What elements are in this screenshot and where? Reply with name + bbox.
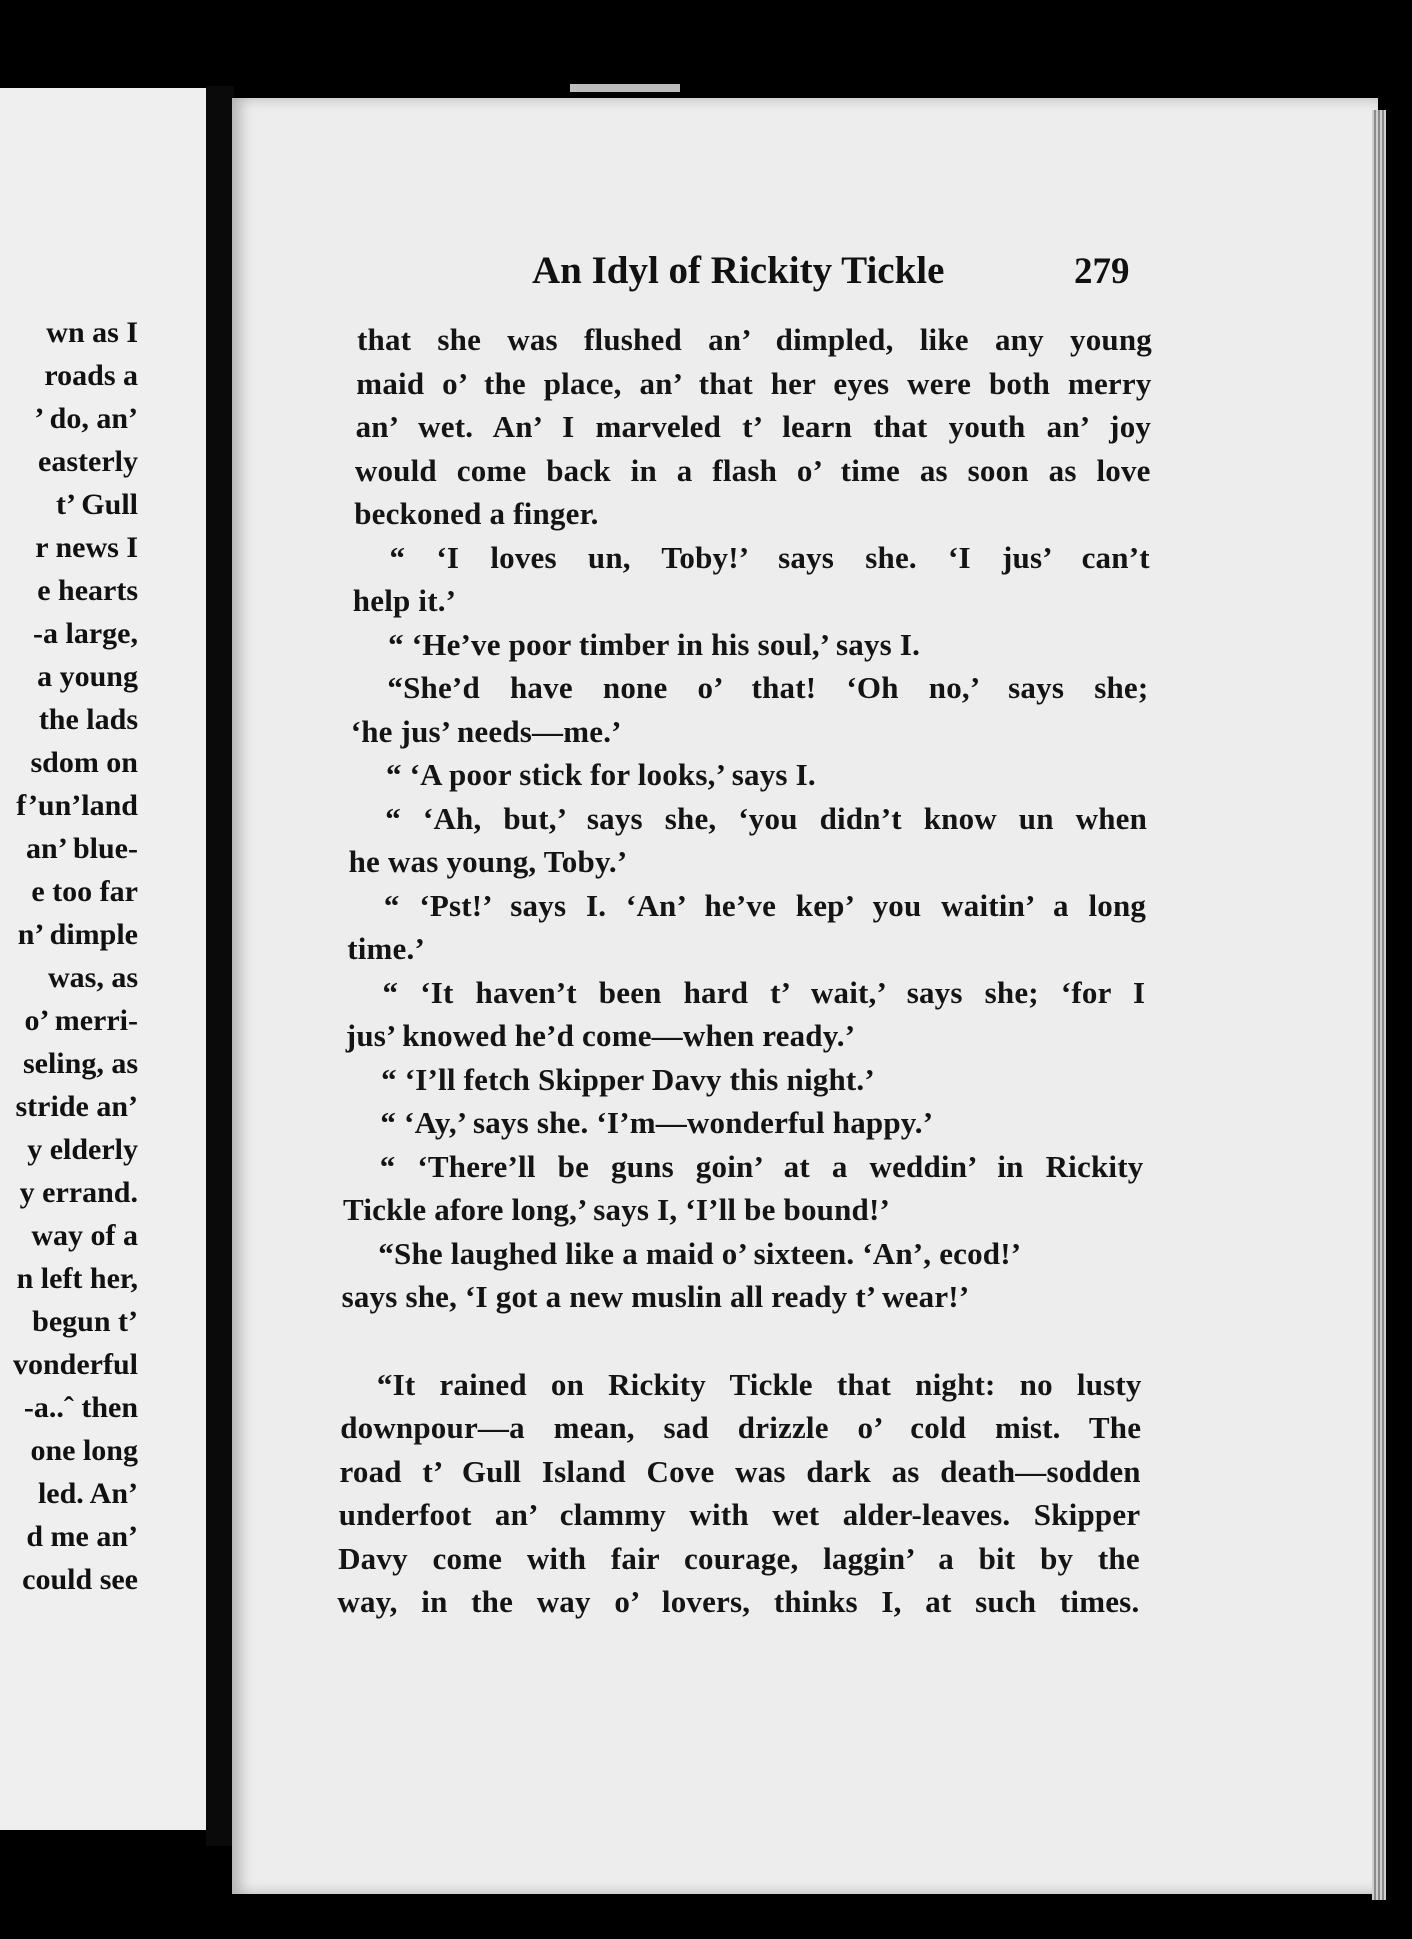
page-edge bbox=[1372, 110, 1386, 1900]
text-line: road t’ Gull Island Cove was dark as death—sodden bbox=[339, 1453, 1141, 1489]
left-page-line: t’ Gull bbox=[56, 488, 138, 521]
left-page-line: the lads bbox=[38, 703, 138, 736]
left-page-line: roads a bbox=[44, 359, 138, 392]
left-page-line: n’ dimple bbox=[17, 918, 138, 951]
text-line: “ ‘There’ll be guns goin’ at a weddin’ in Rickity bbox=[379, 1148, 1144, 1184]
left-page-line: -a..ˆ then bbox=[23, 1391, 138, 1424]
text-line: “ ‘A poor stick for looks,’ says I. bbox=[386, 757, 816, 792]
text-line: “ ‘He’ve poor timber in his soul,’ says I. bbox=[388, 626, 921, 662]
text-line: “She’d have none o’ that! ‘Oh no,’ says she; bbox=[387, 670, 1149, 705]
text-line: jus’ knowed he’d come—when ready.’ bbox=[345, 1018, 856, 1053]
text-line: Tickle afore long,’ says I, ‘I’ll be bound!’ bbox=[343, 1192, 891, 1227]
text-line: beckoned a finger. bbox=[354, 496, 599, 531]
left-page-line: f’un’land bbox=[16, 789, 138, 822]
text-line: time.’ bbox=[347, 931, 425, 966]
text-line: ‘he jus’ needs—me.’ bbox=[350, 713, 622, 749]
left-page-line: one long bbox=[30, 1434, 138, 1467]
left-page-line: stride an’ bbox=[15, 1090, 138, 1123]
text-line: underfoot an’ clammy with wet alder-leaves. Skipper bbox=[338, 1497, 1141, 1532]
text-line: he was young, Toby.’ bbox=[348, 844, 628, 879]
text-line: “She laughed like a maid o’ sixteen. ‘An’, ecod!’ bbox=[378, 1235, 1022, 1271]
text-line: “ ‘Ah, but,’ says she, ‘you didn’t know un when bbox=[385, 800, 1148, 836]
text-line: says she, ‘I got a new muslin all ready t’ wear!’ bbox=[341, 1279, 970, 1314]
left-page-line: sdom on bbox=[30, 746, 138, 779]
left-page-line: e hearts bbox=[37, 574, 138, 607]
text-line: maid o’ the place, an’ that her eyes were both merry bbox=[356, 365, 1152, 401]
left-page-line: could see bbox=[22, 1563, 138, 1596]
text-line: downpour—a mean, sad drizzle o’ cold mist. The bbox=[340, 1410, 1142, 1445]
text-line: “ ‘Ay,’ says she. ‘I’m—wonderful happy.’ bbox=[380, 1105, 934, 1140]
left-page-line: begun t’ bbox=[32, 1305, 138, 1338]
text-line: help it.’ bbox=[352, 583, 457, 618]
left-page-line: was, as bbox=[47, 961, 138, 994]
text-line: that she was flushed an’ dimpled, like any young bbox=[357, 322, 1152, 357]
left-page-line: n left her, bbox=[16, 1262, 138, 1295]
book-gutter bbox=[206, 86, 234, 1846]
running-head: An Idyl of Rickity Tickle bbox=[532, 249, 945, 292]
left-page-line: d me an’ bbox=[26, 1520, 138, 1553]
page-number: 279 bbox=[1074, 251, 1130, 292]
text-line: an’ wet. An’ I marveled t’ learn that youth an’ joy bbox=[355, 409, 1152, 444]
text-line: “ ‘I’ll fetch Skipper Davy this night.’ bbox=[381, 1061, 875, 1097]
left-page-line: -a large, bbox=[33, 617, 138, 650]
left-page-line: wn as I bbox=[46, 316, 138, 349]
text-line: Davy come with fair courage, laggin’ a bit by the bbox=[338, 1540, 1140, 1576]
left-page-line: r news I bbox=[35, 531, 138, 564]
left-page-line: seling, as bbox=[22, 1047, 138, 1080]
left-page-line: ’ do, an’ bbox=[34, 402, 138, 435]
text-line: would come back in a flash o’ time as soon as love bbox=[354, 452, 1151, 488]
text-line: “ ‘It haven’t been hard t’ wait,’ says she; ‘for I bbox=[382, 974, 1146, 1010]
left-page-line: y elderly bbox=[27, 1133, 138, 1166]
left-page-line: e too far bbox=[31, 875, 138, 908]
text-line: way, in the way o’ lovers, thinks I, at such times. bbox=[337, 1584, 1140, 1619]
left-page-fragment bbox=[0, 88, 206, 1830]
left-page-line: led. An’ bbox=[37, 1477, 138, 1510]
text-line: “ ‘I loves un, Toby!’ says she. ‘I jus’ can’t bbox=[389, 539, 1150, 575]
left-page-line: way of a bbox=[31, 1219, 138, 1252]
left-page-line: an’ blue- bbox=[26, 832, 138, 865]
text-line: “ ‘Pst!’ says I. ‘An’ he’ve kep’ you waitin’ a long bbox=[383, 887, 1147, 923]
page-top-strip bbox=[570, 84, 680, 92]
left-page-line: easterly bbox=[38, 445, 138, 478]
left-page-line: y errand. bbox=[19, 1176, 138, 1209]
left-page-line: o’ merri- bbox=[24, 1004, 138, 1037]
left-page-line: a young bbox=[37, 660, 138, 693]
text-line: “It rained on Rickity Tickle that night: no lusty bbox=[376, 1366, 1142, 1402]
left-page-line: vonderful bbox=[12, 1348, 138, 1381]
